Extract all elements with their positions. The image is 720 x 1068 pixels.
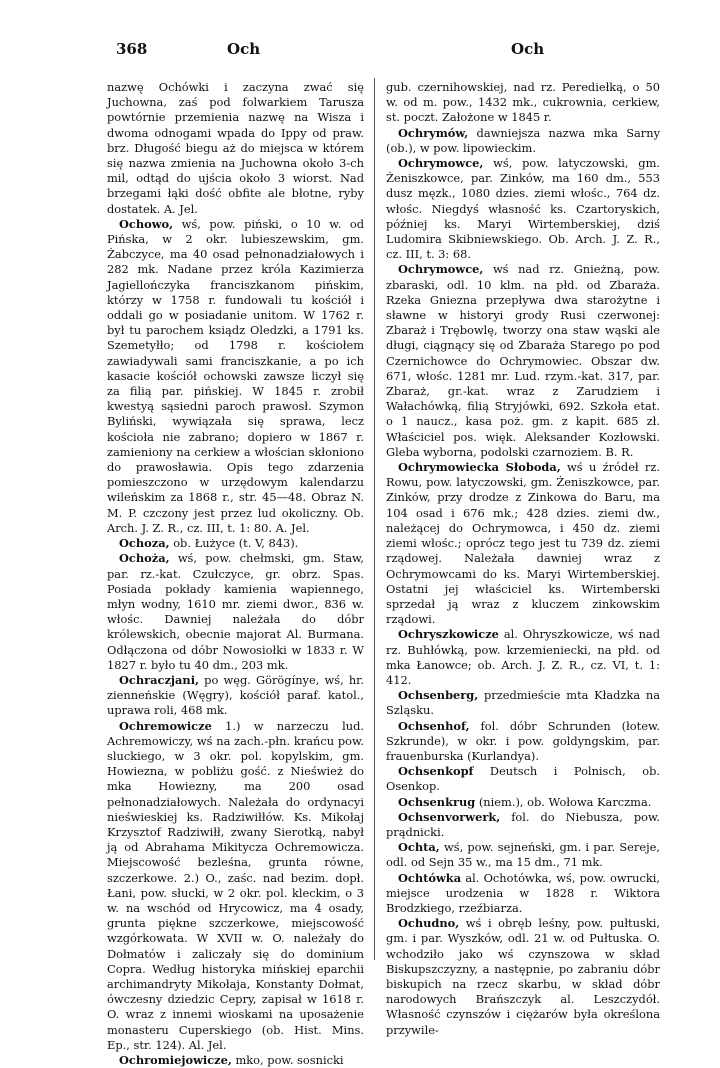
dictionary-entry: [386, 80, 660, 126]
dictionary-entry: [386, 688, 660, 718]
entry-text: po węg. Görögínye, wś, hr. zienneńskie (Węgry), kościół paraf. katol., uprawa roli, 468 mk.: [107, 672, 364, 718]
column-divider: [374, 78, 375, 960]
entry-headword: Ochoża,: [119, 551, 170, 566]
entry-text: al. Ohryszkowicze, wś nad rz. Buhłówką, pow. krzemieniecki, na płd. od mka Łanowce; ob. Arch. J. Z. R., cz. VI, t. 1: 412.: [386, 627, 661, 687]
dictionary-entry: [107, 217, 364, 536]
entry-headword: Ochta,: [398, 840, 440, 855]
entry-text: wś, pow. piński, o 10 w. od Pińska, w 2 okr. lubieszewskim, gm. Żabczyce, ma 40 osad pełnonadziałowych i 282 mk. Nadane przez króla Kazimierza Jagiellończyka franciszkanom pińskim, którzy w 1758 r. fundowali tu kościół i oddali go w posiadanie unitom. W 1762 r. był tu parochem ksiądz Oledzki, a 1791 ks. Szemetyłło; od 1798 r. kościołem zawiadywali sami franciszkanie, a po ich kasacie kościół ochowski zawsze liczył się za filią par. pińskiej. W 1845 r. zrobił kwestyą sąsiedni paroch prawosł. Szymon Byliński, wywiązała się sprawa, lecz kościoła nie zabrano; dopiero w 1867 r. zamieniony na cerkiew a włościan skłoniono do prawosławia. Opis tego zdarzenia pomieszczono w urzędowym kalendarzu wileńskim za 1868 r., str. 45—48. Obraz N. M. P. czczony jest przez lud okoliczny. Ob. Arch. J. Z. R., cz. III, t. 1: 80. A. Jel.: [107, 216, 364, 535]
entry-text: gub. czernihowskiej, nad rz. Perediełką, o 50 w. od m. pow., 1432 mk., cukrownia, cerkiew, st. poczt. Założone w 1845 r.: [386, 80, 660, 125]
entry-headword: Ochrymów,: [398, 125, 469, 140]
entry-text: mko, pow. sosnicki: [235, 1053, 344, 1067]
entry-headword: Ochsenkrug: [398, 794, 476, 809]
entry-headword: Ochrymowce,: [398, 262, 484, 277]
dictionary-entry: [107, 1053, 364, 1068]
entry-text: ob. Łużyce (t. V, 843).: [173, 536, 299, 551]
dictionary-entry: [386, 460, 660, 627]
entry-text: przedmieście mta Kładzka na Szląsku.: [386, 688, 660, 718]
entry-headword: Ochsenberg,: [398, 688, 479, 703]
page-header: [0, 40, 720, 64]
dictionary-entry: [386, 156, 660, 262]
running-head-left: Och: [227, 40, 261, 58]
entry-text: nazwę Ochówki i zaczyna zwać się Juchowna, zaś pod folwarkiem Tarusza powtórnie przemienia nazwę na Wisza i dwoma odnogami wpada do Ippy od praw. brz. Długość biegu aż do miejsca w którem się nazwa zmienia na Juchowna około 3-ch mil, odtąd do ujścia około 3 wiorst. Nad brzegami łąki dość obfite ale błotne, ryby dostatek. A. Jel.: [107, 80, 364, 216]
dictionary-entry: [386, 627, 660, 688]
entry-headword: Ochudno,: [398, 916, 460, 931]
entry-text: al. Ochotówka, wś, pow. owrucki, miejsce urodzenia w 1828 r. Wiktora Brodzkiego, rzeźbiarza.: [386, 870, 660, 915]
left-column: [107, 80, 365, 1067]
entry-headword: Ochowo,: [119, 216, 174, 231]
entry-headword: Ochsenkopf: [398, 764, 474, 779]
dictionary-entry: [107, 719, 364, 1053]
entry-text: wś, pow. latyczowski, gm. Żeniszkowce, par. Zinków, ma 160 dm., 553 dusz męzk., 1080 dzies. ziemi włośc., 764 dz. włośc. Niegdyś własność ks. Czartoryskich, później ks. Maryi Wirtemberskiej, dziś Ludomira Skibniewskiego. Ob. Arch. J. Z. R., cz. III, t. 3: 68.: [386, 156, 661, 262]
entry-text: (niem.), ob. Wołowa Karczma.: [478, 794, 652, 809]
entry-text: wś nad rz. Gnieżną, pow. zbaraski, odl. 10 klm. na płd. od Zbaraża. Rzeka Gniezna przepływa dwa starożytne i sławne w historyi grody Rusi czerwonej: Zbaraż i Trębowlę, tworzy ona staw wąski ale długi, ciągnący się od Zbaraża Starego po pod Czernichowce do Ochrymowiec. Obszar dw. 671, włośc. 1281 mr. Lud. rzym.-kat. 317, par. Zbaraż, gr.-kat. wraz z Zarudziem i Wałachówką, filią Stryjówki, 692. Szkoła etat. o 1 naucz., kasa poż. gm. z kapit. 685 zł. Właściciel pos. więk. Aleksander Kozłowski. Gleba wyborna, podolski czarnoziem. B. R.: [386, 262, 660, 459]
dictionary-entry: [107, 536, 364, 551]
dictionary-entry: [107, 551, 364, 673]
entry-headword: Ochraczjani,: [119, 672, 200, 687]
entry-headword: Ochryszkowicze: [398, 627, 499, 642]
dictionary-entry: [386, 262, 660, 460]
right-column: [386, 80, 661, 1037]
dictionary-entry: [386, 840, 660, 870]
entry-text: wś u źródeł rz. Rowu, pow. latyczowski, gm. Żeniszkowce, par. Zinków, przy drodze z Zinkowa do Baru, ma 104 osad i 676 mk.; 428 dzies. ziemi dw., należącej do Ochrymowca, i 450 dz. ziemi ziemi włośc.; oprócz tego jest tu 739 dz. ziemi rządowej. Należała dawniej wraz z Ochrymowcami do ks. Maryi Wirtemberskiej. Ostatni jej właściciel ks. Wirtemberski sprzedał ją wraz z kluczem zinkowskim rządowi.: [386, 460, 660, 627]
running-head-right: Och: [511, 40, 545, 58]
entry-headword: Ochrymowiecka Słoboda,: [398, 460, 561, 475]
dictionary-entry: [386, 810, 660, 840]
entry-text: fol. dóbr Schrunden (łotew. Szkrunde), w okr. i pow. goldyngskim, par. frauenburska (Kurlandya).: [386, 718, 660, 763]
entry-text: wś i obręb leśny, pow. pułtuski, gm. i par. Wyszków, odl. 21 w. od Pułtuska. O. wchodziło jako wś czynszowa w skład Biskupszczyzny, a następnie, po zabraniu dóbr biskupich na rzecz skarbu, w skład dóbr narodowych Brańszczyk al. Leszczydół. Własność czynszów i ciężarów była określona przywile-: [386, 916, 660, 1037]
dictionary-entry: [386, 795, 660, 810]
entry-text: dawniejsza nazwa mka Sarny (ob.), w pow. lipowieckim.: [386, 125, 660, 155]
dictionary-entry: [386, 719, 660, 765]
entry-text: 1.) w narzeczu lud. Achremowiczy, wś na zach.-płn. krańcu pow. sluckiego, w 3 okr. pol. kopylskim, gm. Howiezna, w pobliżu gość. z Nieśwież do mka Howiezny, ma 200 osad pełnonadziałowych. Należała do ordynacyi nieświeskiej ks. Radziwiłłów. Ks. Mikołaj Krzysztof Radziwiłł, zwany Sierotką, nabył ją od Abrahama Mikitycza Ochremowicza. Miejscowość bezleśna, grunta równe, szczerkowe. 2.) O., zaśc. nad bezim. dopł. Łani, pow. słucki, w 2 okr. pol. kleckim, o 3 w. na wschód od Hrycowicz, ma 4 osady, grunta piękne szczerkowe, miejscowość wzgórkowata. W XVII w. O. należały do Dołmatów i zaliczały się do dominium Copra. Według historyka mińskiej eparchii archimandryty Mikołaja, Konstanty Dołmat, ówczesny dziedzic Cepry, zapisał w 1618 r. O. wraz z innemi wioskami na uposażenie monasteru Cuperskiego (ob. Hist. Mins. Ep., str. 124). Al. Jel.: [107, 718, 364, 1052]
entry-text: Deutsch i Polnisch, ob. Osenkop.: [386, 764, 660, 794]
dictionary-entry: [386, 126, 660, 156]
entry-headword: Ochsenvorwerk,: [398, 809, 501, 824]
entry-text: wś, pow. sejneński, gm. i par. Sereje, odl. od Sejn 35 w., ma 15 dm., 71 mk.: [386, 840, 661, 870]
dictionary-entry: [107, 80, 364, 217]
entry-headword: Ochromiejowicze,: [119, 1053, 232, 1067]
entry-headword: Ochtówka: [398, 870, 462, 885]
dictionary-entry: [386, 764, 660, 794]
entry-headword: Ochoza,: [119, 536, 170, 551]
dictionary-entry: [386, 871, 660, 917]
entry-text: fol. do Niebusza, pow. prądnicki.: [386, 809, 660, 839]
dictionary-entry: [386, 916, 660, 1038]
entry-headword: Ochremowicze: [119, 718, 212, 733]
page-number: 368: [116, 40, 148, 58]
entry-text: wś, pow. chełmski, gm. Staw, par. rz.-kat. Czułczyce, gr. obrz. Spas. Posiada pokłady kamienia wapiennego, młyn wodny, 1610 mr. ziemi dwor., 836 w. włośc. Dawniej należała do dóbr królewskich, obecnie majorat Al. Burmana. Odłączona od dóbr Nowosiołki w 1833 r. W 1827 r. było tu 40 dm., 203 mk.: [107, 551, 365, 672]
entry-headword: Ochsenhof,: [398, 718, 470, 733]
entry-headword: Ochrymowce,: [398, 156, 484, 171]
dictionary-entry: [107, 673, 364, 719]
